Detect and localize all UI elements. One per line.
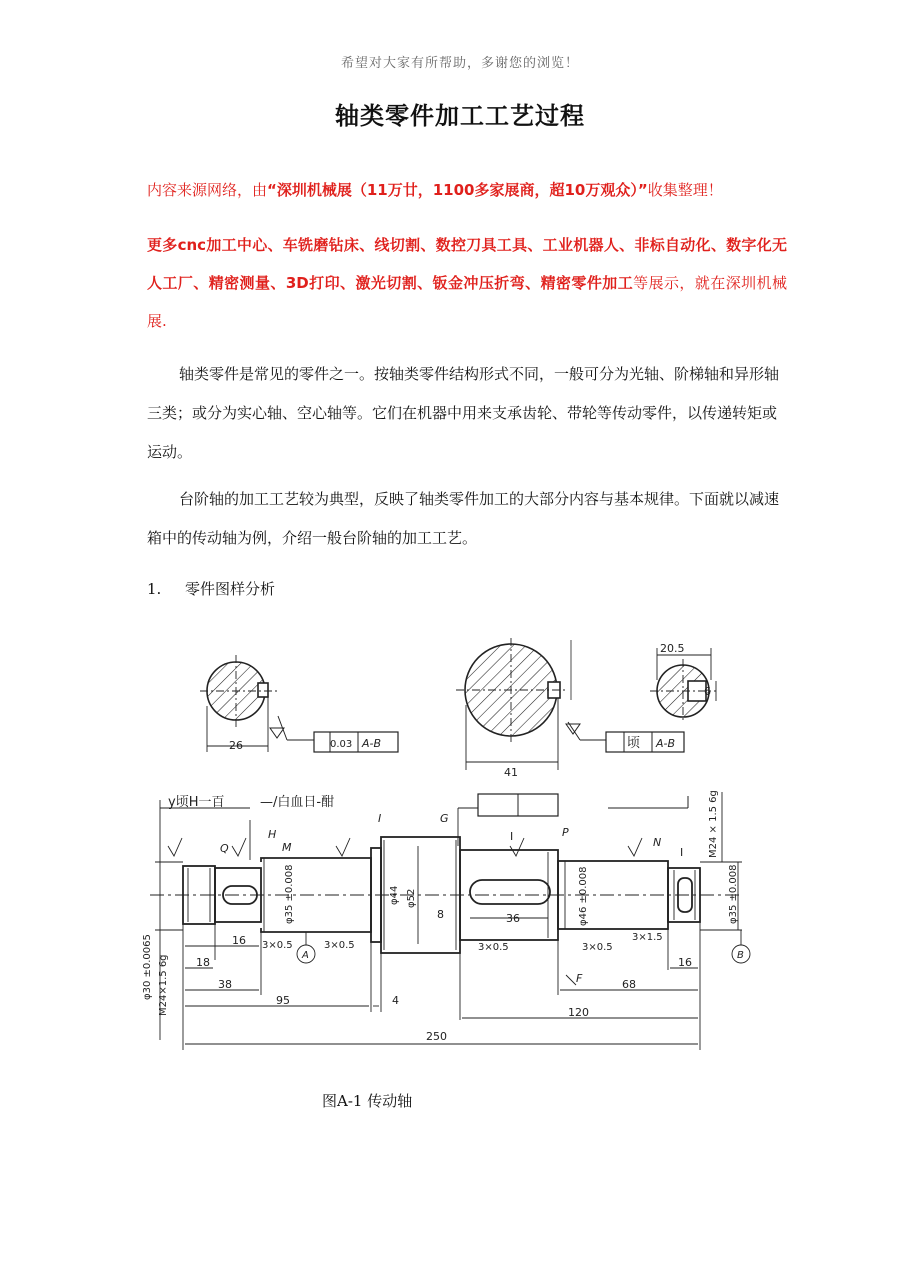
datum-B: B bbox=[737, 950, 744, 961]
paragraph-1: 轴类零件是常见的零件之一。按轴类零件结构形式不同，一般可分为光轴、阶梯轴和异形轴三类；或分为实心轴、空心轴等。它们在机器中用来支承齿轮、带轮等传动零件，以传递转矩或运动。 bbox=[147, 365, 780, 461]
frame-text-middle: —/白血日-酣 bbox=[260, 795, 335, 810]
dim-16-right: 16 bbox=[678, 956, 692, 969]
dim-4: 4 bbox=[392, 994, 399, 1007]
letter-Q: Q bbox=[220, 842, 229, 855]
letter-I-3: I bbox=[680, 846, 684, 859]
dim-38: 38 bbox=[218, 978, 232, 991]
section-view-middle bbox=[456, 638, 684, 770]
dia-30: φ30 ±0.0065 bbox=[142, 934, 153, 1000]
source-post: 收集整理！ bbox=[647, 181, 723, 199]
more-bold: 更多cnc加工中心、车铣磨钻床、线切割、数控刀具工具、工业机器人、非标自动化、数字化无人工厂、精密测量、3D打印、激光切割、钣金冲压折弯、精密零件加工 bbox=[147, 236, 787, 292]
dim-95: 95 bbox=[276, 994, 290, 1007]
datum-A: A bbox=[302, 950, 309, 961]
header-note: 希望对大家有所帮助，多谢您的浏览！ bbox=[340, 56, 579, 71]
thread-m24-right: M24 × 1.5 6g bbox=[708, 790, 719, 858]
section-title: 零件图样分析 bbox=[185, 580, 276, 598]
letter-M: M bbox=[282, 841, 292, 854]
dim-20-5: 20.5 bbox=[660, 642, 685, 655]
dia-46: φ46 ±0.008 bbox=[578, 866, 589, 926]
dim-120: 120 bbox=[568, 1006, 589, 1019]
source-pre: 内容来源网络，由 bbox=[147, 181, 268, 199]
page-title: 轴类零件加工工艺过程 bbox=[335, 102, 585, 130]
figure-caption: 图A-1 传动轴 bbox=[322, 1092, 413, 1110]
letter-F: F bbox=[576, 972, 583, 985]
groove-4: 3×0.5 bbox=[582, 942, 613, 953]
letter-I-2: I bbox=[510, 830, 514, 843]
groove-5: 3×1.5 bbox=[632, 932, 663, 943]
more-post: 等展示，就在深圳机械展. bbox=[147, 274, 787, 330]
section-number: 1. bbox=[147, 580, 162, 598]
tol-value-left: 0.03 bbox=[330, 739, 353, 750]
letter-P: P bbox=[562, 826, 569, 839]
groove-1: 3×0.5 bbox=[262, 940, 293, 951]
groove-3: 3×0.5 bbox=[478, 942, 509, 953]
dia-35-left: φ35 ±0.008 bbox=[284, 864, 295, 924]
dim-18: 18 bbox=[196, 956, 210, 969]
letter-N: N bbox=[653, 836, 662, 849]
dim-250: 250 bbox=[426, 1030, 447, 1043]
dim-8: 8 bbox=[437, 908, 444, 921]
dim-26: 26 bbox=[229, 739, 243, 752]
letter-I-1: I bbox=[378, 812, 382, 825]
dim-36: 36 bbox=[506, 912, 520, 925]
letter-G: G bbox=[440, 812, 449, 825]
letter-H: H bbox=[268, 828, 277, 841]
dia-35-right: φ35 ±0.008 bbox=[728, 864, 739, 924]
dim-16-left: 16 bbox=[232, 934, 246, 947]
paragraph-2: 台阶轴的加工工艺较为典型，反映了轴类零件加工的大部分内容与基本规律。下面就以减速箱中的传动轴为例，介绍一般台阶轴的加工工艺。 bbox=[147, 490, 780, 547]
datum-ab-middle: A-B bbox=[656, 737, 676, 750]
dia-52: φ52 bbox=[406, 888, 417, 908]
source-bold: “深圳机械展（11万廿，1100多家展商，超10万观众）” bbox=[267, 181, 648, 199]
thread-m24-left: M24×1.5 6g bbox=[158, 954, 169, 1016]
dim-6: 6 bbox=[704, 685, 711, 698]
tol-symbol-middle: 顷 bbox=[627, 736, 641, 751]
dimension-lines bbox=[155, 792, 750, 1050]
dim-68: 68 bbox=[622, 978, 636, 991]
frame-text-left: y顷H一百 bbox=[168, 795, 225, 810]
datum-ab-left: A-B bbox=[362, 737, 382, 750]
dia-44: φ44 bbox=[389, 885, 400, 905]
dim-41: 41 bbox=[504, 766, 518, 779]
groove-2: 3×0.5 bbox=[324, 940, 355, 951]
